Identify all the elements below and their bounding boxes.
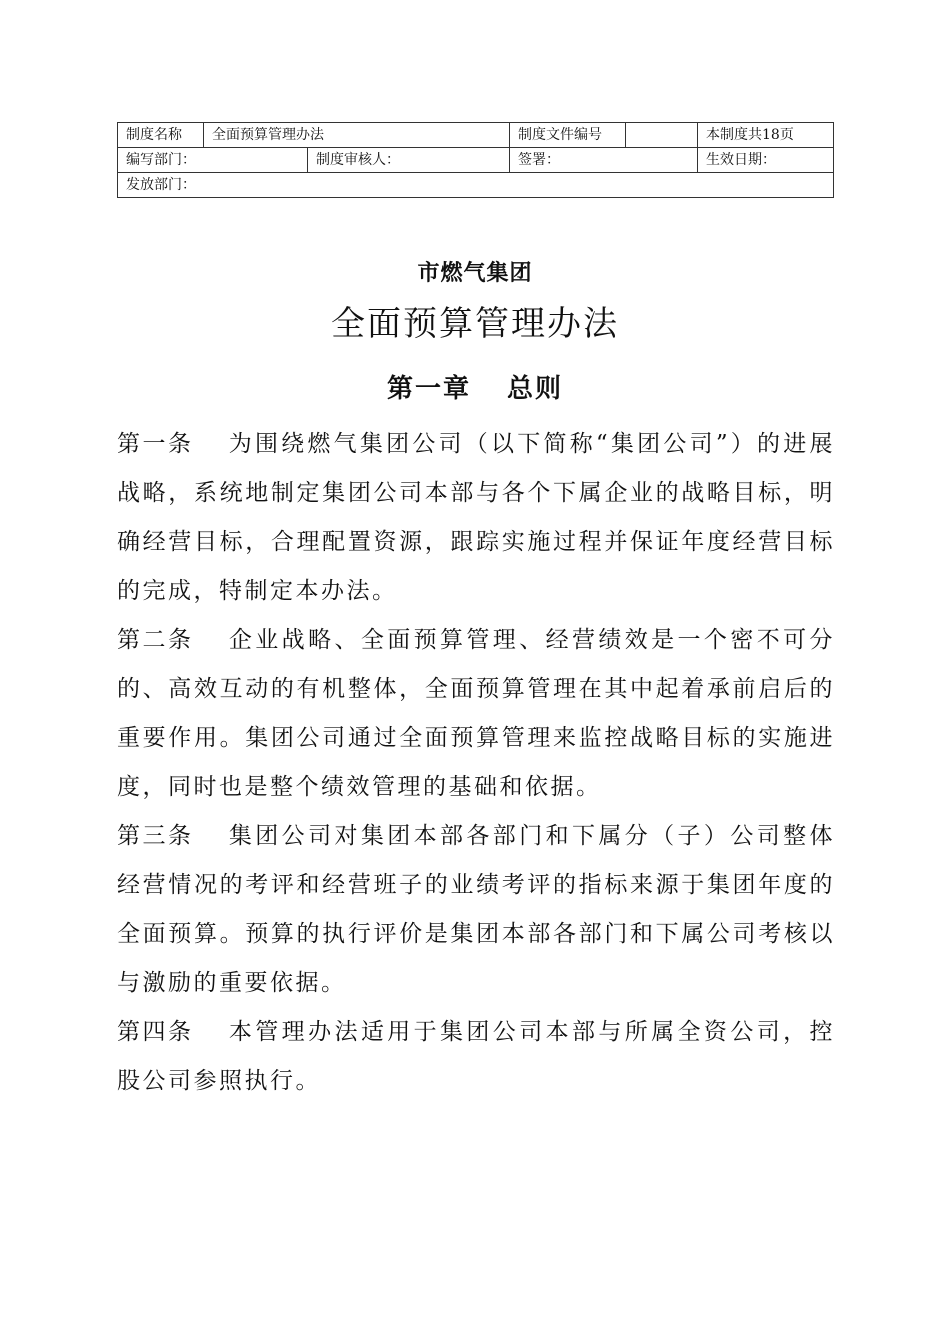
- article-number: 第四条: [117, 1019, 194, 1045]
- article: [117, 616, 835, 812]
- article-number: 第一条: [117, 431, 194, 457]
- article-text: 本管理办法适用于集团公司本部与所属全资公司，控股公司参照执行。: [117, 1019, 835, 1094]
- article-text: 为围绕燃气集团公司（以下简称“集团公司”）的进展战略，系统地制定集团公司本部与各个下属企业的战略目标，明确经营目标，合理配置资源，跟踪实施过程并保证年度经营目标的完成，特制定本办法。: [117, 431, 835, 604]
- article: [117, 1008, 835, 1106]
- reviewer-label: 制度审核人：: [308, 148, 510, 173]
- issue-dept-label: 发放部门：: [118, 173, 834, 198]
- file-number-label: 制度文件编号: [510, 123, 626, 148]
- article-text: 集团公司对集团本部各部门和下属分（子）公司整体经营情况的考评和经营班子的业绩考评的指标来源于集团年度的全面预算。预算的执行评价是集团本部各部门和下属公司考核以与激励的重要依据。: [117, 823, 835, 996]
- article: [117, 812, 835, 1008]
- effective-date-label: 生效日期：: [698, 148, 834, 173]
- header-row-2: [118, 148, 834, 173]
- regulation-name-value: 全面预算管理办法: [204, 123, 510, 148]
- document-header-table: [117, 122, 834, 198]
- article-number: 第三条: [117, 823, 194, 849]
- file-number-value: [626, 123, 698, 148]
- header-row-3: [118, 173, 834, 198]
- header-row-1: [118, 123, 834, 148]
- chapter-heading: [0, 368, 950, 405]
- article-text: 企业战略、全面预算管理、经营绩效是一个密不可分的、高效互动的有机整体，全面预算管理在其中起着承前启后的重要作用。集团公司通过全面预算管理来监控战略目标的实施进度，同时也是整个绩效管理的基础和依据。: [117, 627, 835, 800]
- author-dept-label: 编写部门：: [118, 148, 308, 173]
- chapter-name: 总则: [507, 374, 564, 404]
- article: [117, 420, 835, 616]
- signature-label: 签署：: [510, 148, 698, 173]
- document-title: 全面预算管理办法: [331, 304, 619, 344]
- chapter-number: 第一章: [386, 374, 471, 404]
- organization-name: 市燃气集团: [417, 260, 533, 286]
- regulation-name-label: 制度名称: [118, 123, 204, 148]
- page-count: 本制度共18页: [698, 123, 834, 148]
- document-body: [117, 420, 835, 1106]
- article-number: 第二条: [117, 627, 194, 653]
